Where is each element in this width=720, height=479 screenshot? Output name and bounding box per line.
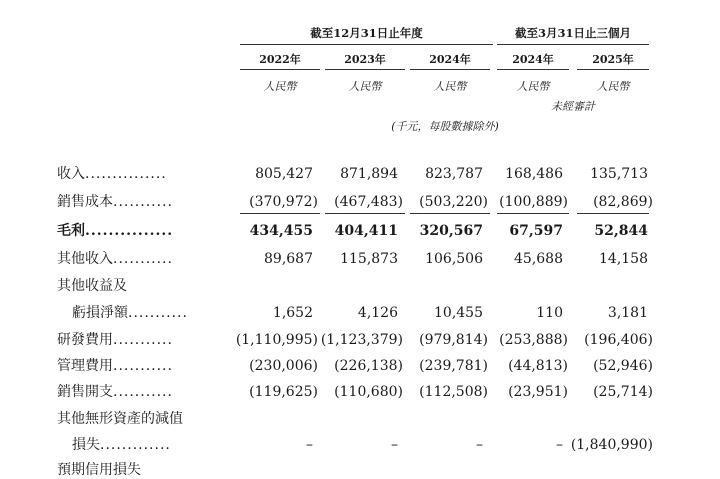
cell-value: 45,688 [514,251,563,267]
header-unit-note: (千元，每股數據除外) [391,120,499,133]
header-year-rule [325,69,405,70]
cell-value: 135,713 [590,166,648,182]
header-group-rule [497,44,649,45]
cell-value: 168,486 [505,166,563,182]
header-currency: 人民幣 [433,80,467,93]
row-label-expected-credit-loss: 預期信用損失 [57,462,141,478]
row-label-other-income: 其他收入........... [57,251,173,267]
header-group-three-months: 截至3月31日止三個月 [514,26,631,40]
header-year-rule [577,69,649,70]
cell-value: (110,680) [334,384,403,400]
cell-value: 52,844 [594,223,648,239]
header-currency: 人民幣 [596,80,630,93]
row-label-gross-profit: 毛利............... [57,223,174,239]
cell-value: 67,597 [509,223,563,239]
row-label-other-gains: 其他收益及 [57,278,127,294]
cell-value: (230,006) [249,358,318,374]
header-currency: 人民幣 [348,80,382,93]
header-year: 2023年 [344,53,386,66]
header-group-rule [240,44,493,45]
cell-value: (52,946) [593,358,653,374]
cell-value: (253,888) [499,332,568,348]
cell-value: – [476,437,483,453]
header-year-rule [240,69,320,70]
row-label-impairment: 其他無形資產的減值 [57,411,183,427]
subtotal-rule [325,213,405,214]
cell-value: 434,455 [249,223,313,239]
cell-value: (503,220) [419,194,488,210]
cell-value: 14,158 [599,251,648,267]
cell-value: 805,427 [255,166,313,182]
header-group-year-end: 截至12月31日止年度 [310,26,423,40]
cell-value: (1,110,995) [235,332,318,348]
subtotal-rule [497,213,569,214]
cell-value: 871,894 [340,166,398,182]
header-currency: 人民幣 [516,80,550,93]
cell-value: 10,455 [434,305,483,321]
cell-value: (23,951) [508,384,568,400]
row-label-rd-expenses: 研發費用........... [57,332,173,348]
cell-value: (467,483) [334,194,403,210]
cell-value: (226,138) [334,358,403,374]
row-label-impairment-loss: 損失............. [72,437,171,453]
cell-value: (370,972) [249,194,318,210]
cell-value: 4,126 [357,305,398,321]
cell-value: (196,406) [584,332,653,348]
cell-value: 106,506 [425,251,483,267]
cell-value: (119,625) [249,384,318,400]
cell-value: 115,873 [340,251,398,267]
cell-value: (44,813) [508,358,568,374]
header-year-rule [410,69,490,70]
header-currency: 人民幣 [263,80,297,93]
cell-value: 1,652 [272,305,313,321]
header-year: 2025年 [592,53,634,66]
cell-value: – [556,437,563,453]
cell-value: (25,714) [593,384,653,400]
row-label-selling-expenses: 銷售開支........... [57,384,173,400]
row-label-net-losses: 虧損淨額........... [72,305,188,321]
header-year: 2022年 [259,53,301,66]
header-year: 2024年 [512,53,554,66]
row-label-revenue: 收入............... [57,166,167,182]
cell-value: (1,123,379) [320,332,403,348]
cell-value: 823,787 [425,166,483,182]
row-label-cost-of-sales: 銷售成本........... [57,194,173,210]
header-year-rule [497,69,569,70]
subtotal-rule [577,213,649,214]
cell-value: 404,411 [334,223,398,239]
cell-value: (979,814) [419,332,488,348]
header-unaudited: 未經審計 [551,100,595,113]
cell-value: 320,567 [419,223,483,239]
header-year: 2024年 [429,53,471,66]
row-label-admin-expenses: 管理費用........... [57,358,173,374]
cell-value: (82,869) [593,194,653,210]
cell-value: (239,781) [419,358,488,374]
cell-value: – [306,437,313,453]
cell-value: 89,687 [264,251,313,267]
cell-value: (112,508) [419,384,488,400]
cell-value: (1,840,990) [570,437,653,453]
cell-value: 110 [536,305,563,321]
subtotal-rule [240,213,320,214]
cell-value: (100,889) [499,194,568,210]
subtotal-rule [410,213,490,214]
cell-value: 3,181 [607,305,648,321]
cell-value: – [391,437,398,453]
